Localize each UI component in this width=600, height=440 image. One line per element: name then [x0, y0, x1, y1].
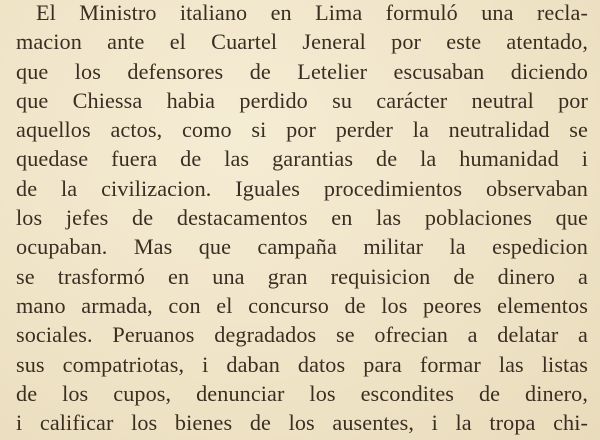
text-line: sociales. Peruanos degradados se ofrecian a delatar a [16, 322, 588, 348]
text-line: de la civilizacion. Iguales procedimientos observaban [16, 175, 588, 201]
text-line: aquellos actos, como si por perder la neutralidad se [16, 117, 588, 143]
text-line: quedase fuera de las garantias de la humanidad i [16, 146, 588, 172]
text-line: i calificar los bienes de los ausentes, i la tropa chi- [16, 410, 588, 436]
text-line: que los defensores de Letelier escusaban diciendo [16, 58, 588, 84]
text-line: macion ante el Cuartel Jeneral por este atentado, [16, 29, 588, 55]
text-line: que Chiessa habia perdido su carácter neutral por [16, 87, 588, 113]
paragraph [16, 0, 588, 437]
text-line: sus compatriotas, i daban datos para formar las listas [16, 351, 588, 377]
text-line: mano armada, con el concurso de los peores elementos [16, 292, 588, 318]
text-line: de los cupos, denunciar los escondites de dinero, [16, 380, 588, 406]
text-line: ocupaban. Mas que campaña militar la espedicion [16, 234, 588, 260]
text-line: El Ministro italiano en Lima formuló una recla- [36, 0, 588, 25]
text-line: los jefes de destacamentos en las poblaciones que [16, 205, 588, 231]
text-line: se trasformó en una gran requisicion de dinero a [16, 263, 588, 289]
